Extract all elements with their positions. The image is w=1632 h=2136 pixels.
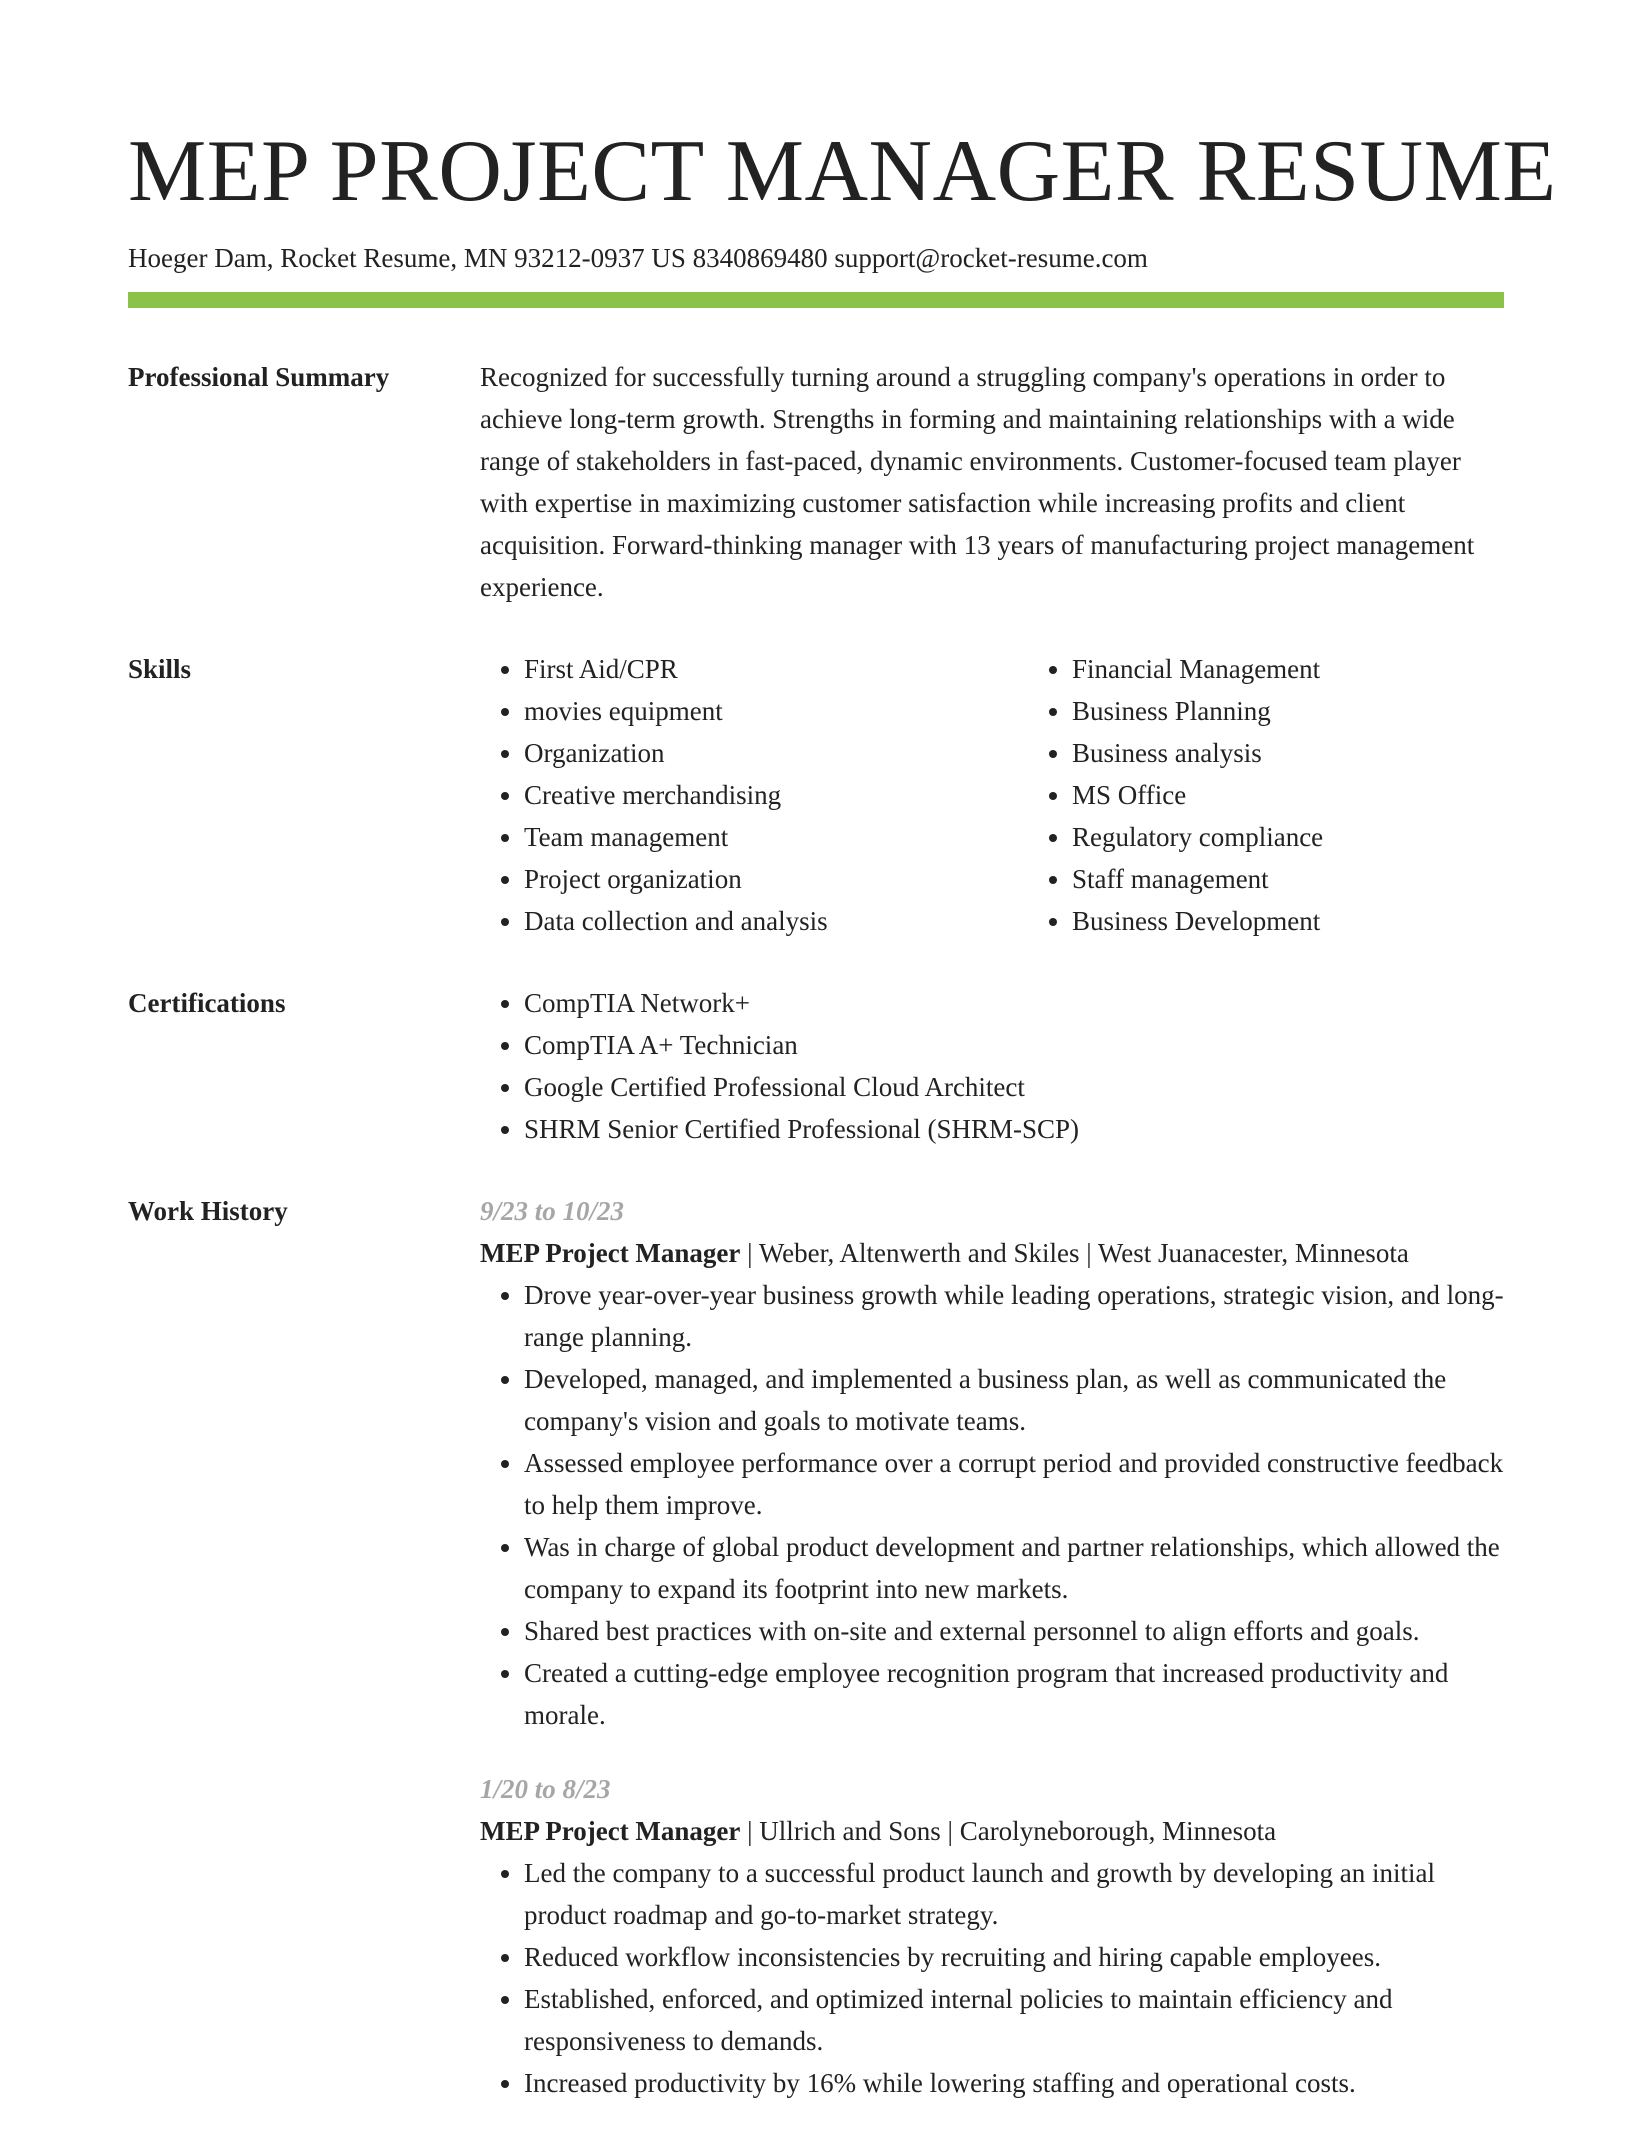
section-label: Certifications (128, 988, 286, 1018)
header-divider (128, 292, 1504, 308)
section-label: Professional Summary (128, 362, 390, 392)
skill-item: • MS Office (1072, 774, 1576, 816)
skill-item: • Data collection and analysis (524, 900, 1028, 942)
resume-page (128, 123, 1557, 2136)
skill-item: • Staff management (1072, 858, 1576, 900)
job-dates: 9/23 to 10/23 (480, 1196, 625, 1226)
skill-item: • Business Planning (1072, 690, 1576, 732)
job-details: | Ullrich and Sons | Carolyneborough, Minnesota (740, 1816, 1277, 1846)
skill-item: • Business analysis (1072, 732, 1576, 774)
resume-title: MEP PROJECT MANAGER RESUME (128, 123, 1557, 220)
skill-item: • First Aid/CPR (524, 648, 1028, 690)
skill-item: • Team management (524, 816, 1028, 858)
skills-list-left (480, 648, 1028, 942)
job-bullet: • Shared best practices with on-site and external personnel to align efforts and goals. (524, 1610, 1504, 1652)
skill-item: • Business Development (1072, 900, 1576, 942)
job-heading (480, 1810, 1504, 1852)
job-dates: 1/20 to 8/23 (480, 1774, 611, 1804)
skill-item: • Organization (524, 732, 1028, 774)
skill-item: • Financial Management (1072, 648, 1576, 690)
job-heading (480, 1232, 1504, 1274)
certification-item: • SHRM Senior Certified Professional (SHRM-SCP) (524, 1108, 1504, 1150)
job-entry (480, 1768, 1504, 2104)
job-entry (480, 1190, 1504, 1736)
job-bullet: • Drove year-over-year business growth while leading operations, strategic vision, and long-range planning. (524, 1274, 1504, 1358)
certifications-section (128, 982, 1504, 1150)
contact-line: Hoeger Dam, Rocket Resume, MN 93212-0937 US 8340869480 support@rocket-resume.com (128, 243, 1148, 273)
job-title: MEP Project Manager (480, 1238, 741, 1268)
job-bullet: • Created a cutting-edge employee recognition program that increased productivity and morale. (524, 1652, 1504, 1736)
certification-item: • CompTIA Network+ (524, 982, 1504, 1024)
job-title: MEP Project Manager (480, 1816, 741, 1846)
skills-section (128, 648, 1504, 942)
job-bullets (480, 1274, 1504, 1736)
job-bullet: • Was in charge of global product development and partner relationships, which allowed the company to expand its footprint into new markets. (524, 1526, 1504, 1610)
job-bullet: • Reduced workflow inconsistencies by recruiting and hiring capable employees. (524, 1936, 1504, 1978)
summary-section (128, 356, 1504, 608)
job-bullets (480, 1852, 1504, 2104)
skill-item: • Regulatory compliance (1072, 816, 1576, 858)
certifications-list (480, 982, 1504, 1150)
certification-item: • Google Certified Professional Cloud Architect (524, 1066, 1504, 1108)
certification-item: • CompTIA A+ Technician (524, 1024, 1504, 1066)
summary-text: Recognized for successfully turning around a struggling company's operations in order to achieve long-term growth. Strengths in forming and maintaining relationships with a wide range of stakeholders in fast-paced, dynamic environments. Customer-focused team player with expertise in maximizing customer satisfaction while increasing profits and client acquisition. Forward-thinking manager with 13 years of manufacturing project management experience. (480, 362, 1475, 602)
skill-item: • movies equipment (524, 690, 1028, 732)
skill-item: • Project organization (524, 858, 1028, 900)
section-label: Work History (128, 1196, 288, 1226)
job-bullet: • Increased productivity by 16% while lowering staffing and operational costs. (524, 2062, 1504, 2104)
skill-item: • Creative merchandising (524, 774, 1028, 816)
skills-list-right (1028, 648, 1576, 942)
section-label: Skills (128, 654, 192, 684)
job-details: | Weber, Altenwerth and Skiles | West Juanacester, Minnesota (740, 1238, 1409, 1268)
job-bullet: • Led the company to a successful product launch and growth by developing an initial product roadmap and go-to-market strategy. (524, 1852, 1504, 1936)
job-bullet: • Developed, managed, and implemented a business plan, as well as communicated the company's vision and goals to motivate teams. (524, 1358, 1504, 1442)
job-bullet: • Established, enforced, and optimized internal policies to maintain efficiency and responsiveness to demands. (524, 1978, 1504, 2062)
work-history-section (128, 1190, 1504, 2136)
job-bullet: • Assessed employee performance over a corrupt period and provided constructive feedback to help them improve. (524, 1442, 1504, 1526)
